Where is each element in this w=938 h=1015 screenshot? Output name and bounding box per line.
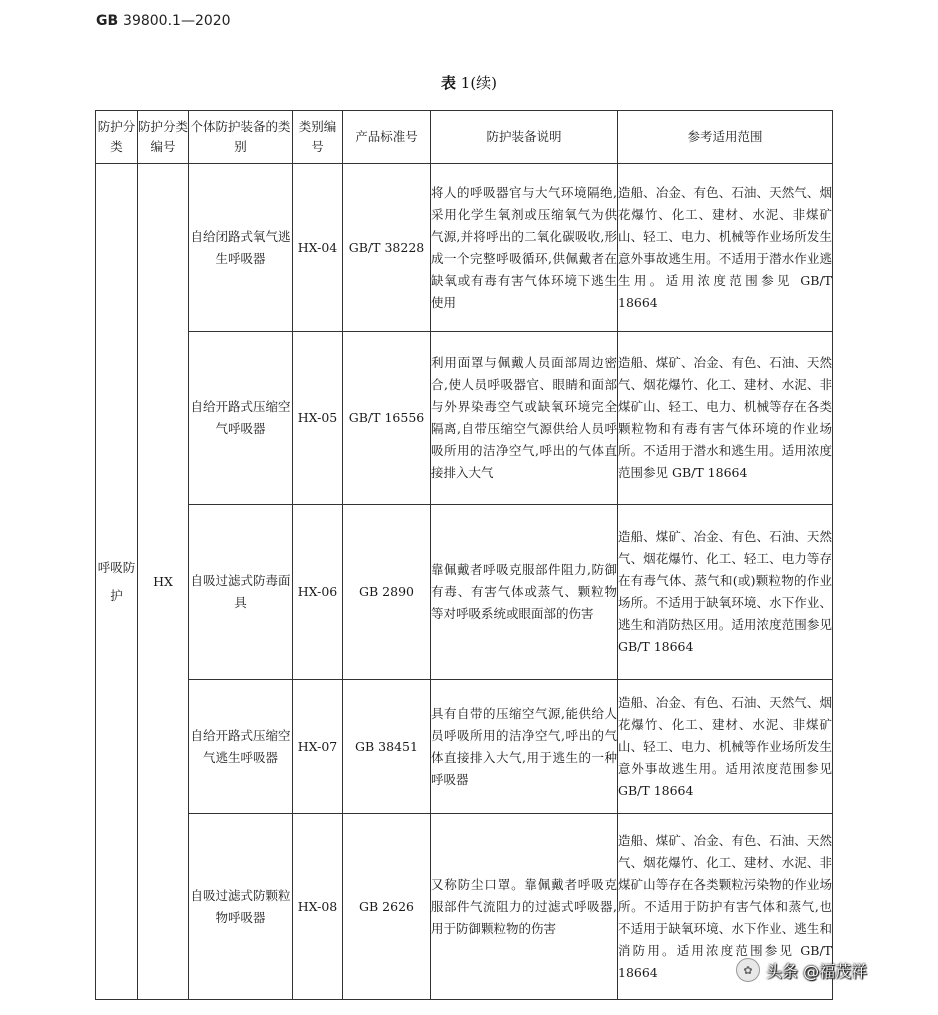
table-title-number: 1 — [460, 74, 471, 92]
equipment-cell: 自吸过滤式防颗粒物呼吸器 — [189, 814, 293, 1000]
table-row — [96, 680, 833, 814]
table-row — [96, 814, 833, 1000]
category-name-cell: 呼吸防护 — [96, 164, 138, 1000]
type-code-cell: HX-07 — [293, 680, 343, 814]
table-title-label: 表 — [440, 74, 456, 92]
standard-cell: GB 38451 — [343, 680, 431, 814]
equipment-cell: 自给开路式压缩空气逃生呼吸器 — [189, 680, 293, 814]
col-header-standard: 产品标准号 — [343, 111, 431, 164]
standard-cell: GB/T 16556 — [343, 332, 431, 505]
watermark-text: 头条 @福茂祥 — [766, 961, 868, 981]
scope-cell: 造船、冶金、有色、石油、天然气、烟花爆竹、化工、建材、水泥、非煤矿山、轻工、电力、机械等作业场所发生意外事故逃生用。不适用于潜水作业逃生用。适用浓度范围参见 GB/T 18664 — [618, 164, 833, 332]
type-code-cell: HX-08 — [293, 814, 343, 1000]
table-title — [0, 72, 938, 93]
col-header-equipment-type: 个体防护装备的类别 — [189, 111, 293, 164]
watermark — [736, 958, 867, 982]
standard-header — [96, 13, 231, 29]
ppe-classification-table — [95, 110, 833, 1000]
scope-cell: 造船、煤矿、冶金、有色、石油、天然气、烟花爆竹、化工、建材、水泥、非煤矿山、轻工、电力、机械等存在各类颗粒物和有毒有害气体环境的作业场所。不适用于潜水和逃生用。适用浓度范围参见 GB/T 18664 — [618, 332, 833, 505]
equipment-cell: 自给开路式压缩空气呼吸器 — [189, 332, 293, 505]
description-cell: 具有自带的压缩空气源,能供给人员呼吸所用的洁净空气,呼出的气体直接排入大气,用于逃生的一种呼吸器 — [431, 680, 618, 814]
equipment-cell: 自给闭路式氧气逃生呼吸器 — [189, 164, 293, 332]
standard-cell: GB/T 38228 — [343, 164, 431, 332]
table-title-continued: (续) — [470, 74, 498, 92]
type-code-cell: HX-04 — [293, 164, 343, 332]
standard-prefix: GB — [96, 13, 119, 29]
description-cell: 利用面罩与佩戴人员面部周边密合,使人员呼吸器官、眼睛和面部与外界染毒空气或缺氧环境完全隔离,自带压缩空气源供给人员呼吸所用的洁净空气,呼出的气体直接排入大气 — [431, 332, 618, 505]
description-cell: 又称防尘口罩。靠佩戴者呼吸克服部件气流阻力的过滤式呼吸器,用于防御颗粒物的伤害 — [431, 814, 618, 1000]
table-row — [96, 505, 833, 680]
description-cell: 靠佩戴者呼吸克服部件阻力,防御有毒、有害气体或蒸气、颗粒物等对呼吸系统或眼面部的伤害 — [431, 505, 618, 680]
table-row — [96, 164, 833, 332]
standard-cell: GB 2626 — [343, 814, 431, 1000]
standard-cell: GB 2890 — [343, 505, 431, 680]
col-header-category-code: 防护分类编号 — [138, 111, 189, 164]
category-code-cell: HX — [138, 164, 189, 1000]
col-header-scope: 参考适用范围 — [618, 111, 833, 164]
scope-cell: 造船、冶金、有色、石油、天然气、烟花爆竹、化工、建材、水泥、非煤矿山、轻工、电力、机械等作业场所发生意外事故逃生用。适用浓度范围参见 GB/T 18664 — [618, 680, 833, 814]
table-row — [96, 332, 833, 505]
watermark-logo-icon: ✿ — [736, 958, 760, 982]
col-header-category: 防护分类 — [96, 111, 138, 164]
type-code-cell: HX-05 — [293, 332, 343, 505]
scope-cell: 造船、煤矿、冶金、有色、石油、天然气、烟花爆竹、化工、建材、水泥、非煤矿山等存在各类颗粒污染物的作业场所。不适用于防护有害气体和蒸气,也不适用于缺氧环境、水下作业、逃生和消防用。适用浓度范围参见 GB/T 18664 — [618, 814, 833, 1000]
description-cell: 将人的呼吸器官与大气环境隔绝,采用化学生氧剂或压缩氧气为供气源,并将呼出的二氧化碳吸收,形成一个完整呼吸循环,供佩戴者在缺氧或有毒有害气体环境下逃生使用 — [431, 164, 618, 332]
equipment-cell: 自吸过滤式防毒面具 — [189, 505, 293, 680]
type-code-cell: HX-06 — [293, 505, 343, 680]
col-header-description: 防护装备说明 — [431, 111, 618, 164]
scope-cell: 造船、煤矿、冶金、有色、石油、天然气、烟花爆竹、化工、轻工、电力等存在有毒气体、蒸气和(或)颗粒物的作业场所。不适用于缺氧环境、水下作业、逃生和消防热区用。适用浓度范围参见 GB/T 18664 — [618, 505, 833, 680]
standard-number: 39800.1—2020 — [123, 13, 231, 29]
table-header-row — [96, 111, 833, 164]
col-header-type-code: 类别编号 — [293, 111, 343, 164]
